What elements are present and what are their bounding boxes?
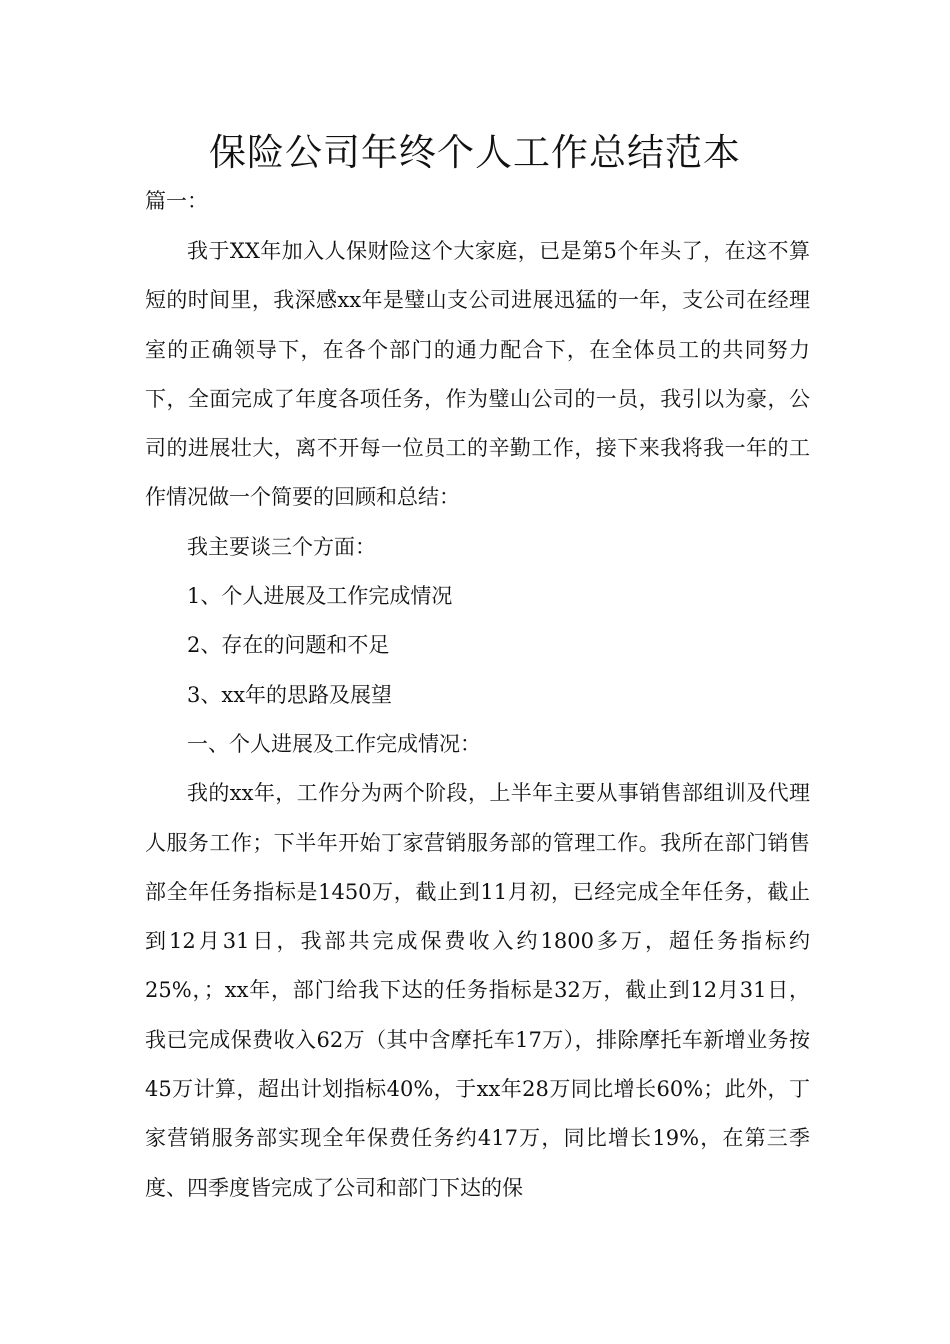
section-label: 篇一： <box>145 189 208 213</box>
paragraph-work-details: 我的xx年，工作分为两个阶段，上半年主要从事销售部组训及代理人服务工作；下半年开始丁家营销服务部的管理工作。我所在部门销售部全年任务指标是1450万，截止到11月初，已经完成全年任务，截止到12月31日，我部共完成保费收入约1800多万，超任务指标约25%，；xx年，部门给我下达的任务指标是32万，截止到12月31日，我已完成保费收入62万（其中含摩托车17万），排除摩托车新增业务按45万计算，超出计划指标40%，于xx年28万同比增长60%；此外，丁家营销服务部实现全年保费任务约417万，同比增长19%，在第三季度、四季度皆完成了公司和部门下达的保 <box>145 781 810 1200</box>
list-item-3: 3、xx年的思路及展望 <box>187 682 393 707</box>
document-title: 保险公司年终个人工作总结范本 <box>209 131 741 174</box>
document-body <box>145 227 810 1213</box>
list-item-1: 1、个人进展及工作完成情况 <box>187 584 453 609</box>
paragraph-intro: 我于XX年加入人保财险这个大家庭，已是第5个年头了，在这不算短的时间里，我深感xx年是璧山支公司进展迅猛的一年，支公司在经理室的正确领导下，在各个部门的通力配合下，在全体员工的共同努力下，全面完成了年度各项任务，作为璧山公司的一员，我引以为豪，公司的进展壮大，离不开每一位员工的辛勤工作，接下来我将我一年的工作情况做一个简要的回顾和总结： <box>145 239 810 510</box>
section-heading-1: 一、个人进展及工作完成情况： <box>187 731 481 756</box>
list-item-2: 2、存在的问题和不足 <box>187 633 390 658</box>
paragraph-three-aspects: 我主要谈三个方面： <box>187 534 376 559</box>
